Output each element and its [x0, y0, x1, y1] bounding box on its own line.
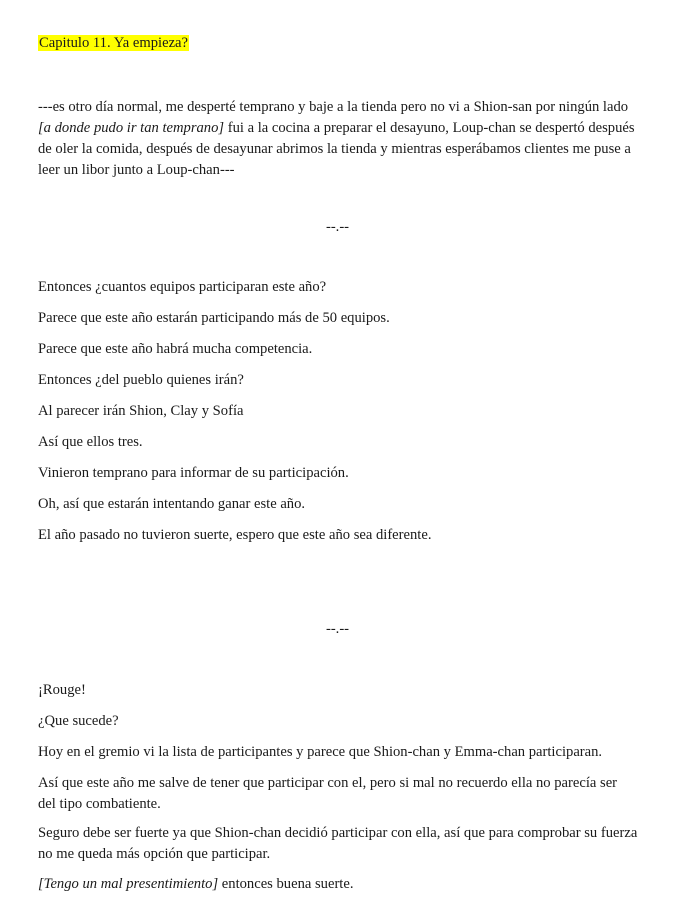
last-line-rest: entonces buena suerte.	[218, 876, 354, 892]
dialogue-line: Vinieron temprano para informar de su participación.	[38, 465, 349, 481]
intro-thought: [a donde pudo ir tan temprano]	[38, 120, 225, 136]
chapter-title	[38, 34, 189, 52]
scene-separator-2: --.--	[325, 621, 350, 637]
dialogue-line: Así que ellos tres.	[38, 434, 143, 450]
intro-prefix: ---es otro día normal, me desperté temprano y baje a la tienda pero no vi a Shion-san por ningún lado	[38, 99, 629, 115]
dialogue-line: ¡Rouge!	[38, 682, 86, 698]
dialogue-line: Parece que este año estarán participando más de 50 equipos.	[38, 310, 390, 326]
last-line-thought: [Tengo un mal presentimiento]	[38, 876, 219, 892]
dialogue-line: Entonces ¿cuantos equipos participaran este año?	[38, 279, 327, 295]
dialogue-line: Oh, así que estarán intentando ganar este año.	[38, 496, 306, 512]
intro-suffix: fui a la cocina a preparar el desayuno, Loup-chan se despertó después de oler la comida, después de desayunar abrimos la tienda y mientras esperábamos clientes me puse a leer un libor junto a Loup-chan---	[38, 120, 635, 178]
dialogue-line: Al parecer irán Shion, Clay y Sofía	[38, 403, 244, 419]
dialogue-line: Entonces ¿del pueblo quienes irán?	[38, 372, 244, 388]
dialogue-line: Así que este año me salve de tener que participar con el, pero si mal no recuerdo ella no parecía ser del tipo combatiente.	[38, 775, 618, 812]
dialogue-line: Parece que este año habrá mucha competencia.	[38, 341, 313, 357]
dialogue-line: Seguro debe ser fuerte ya que Shion-chan decidió participar con ella, así que para comprobar su fuerza no me queda más opción que participar.	[38, 825, 638, 862]
intro-paragraph	[38, 97, 638, 181]
scene-separator-1: --.--	[325, 219, 350, 235]
dialogue-line: ¿Que sucede?	[38, 713, 119, 729]
last-dialogue-line	[38, 874, 638, 895]
chapter-title-highlight: Capitulo 11. Ya empieza?	[39, 35, 189, 51]
dialogue-line: Hoy en el gremio vi la lista de participantes y parece que Shion-chan y Emma-chan participaran.	[38, 744, 603, 760]
dialogue-line: El año pasado no tuvieron suerte, espero que este año sea diferente.	[38, 527, 432, 543]
